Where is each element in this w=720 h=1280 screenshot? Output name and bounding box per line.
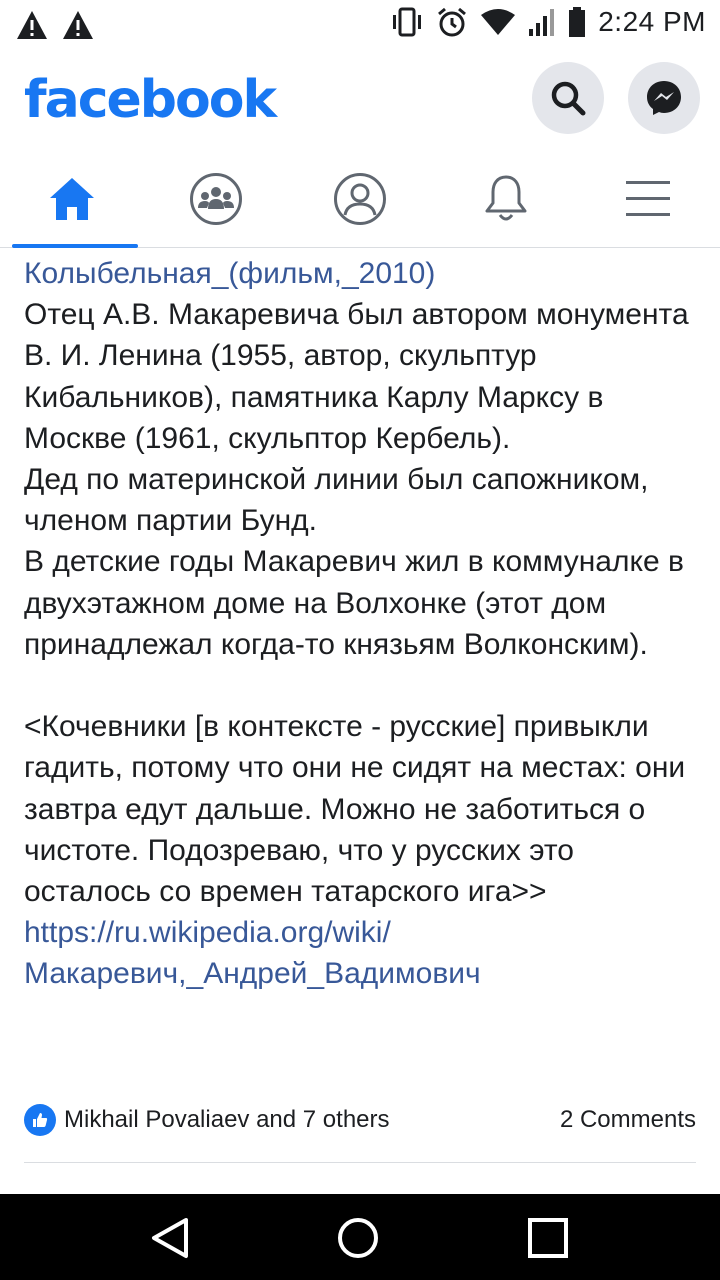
status-left: [16, 10, 94, 40]
status-time: 2:24 PM: [598, 6, 706, 37]
post-link-top[interactable]: Колыбельная_(фильм,_2010): [24, 257, 436, 290]
post-paragraph: <Кочевники [в контексте - русские] привыкли гадить, потому что они не сидят на местах: они завтра едут дальше. Можно не заботиться о чистоте. Подозреваю, что у русских это осталось со времен татарского ига>>: [24, 710, 694, 909]
tab-home[interactable]: [6, 150, 138, 248]
post-paragraph: В детские годы Макаревич жил в коммуналке в двухэтажном доме на Волхонке (этот дом принадлежал когда-то князьям Волконским).: [24, 545, 693, 661]
post-paragraph: Отец А.В. Макаревича был автором монумента В. И. Ленина (1955, автор, скульптур Кибальников), памятника Карлу Марксу в Москве (1961, скульптор Кербель).: [24, 298, 697, 455]
reactions-bar[interactable]: [24, 1100, 696, 1140]
reaction-summary[interactable]: Mikhail Povaliaev and 7 others: [64, 1106, 390, 1133]
post-content: [0, 248, 720, 1194]
signal-icon: [528, 7, 556, 37]
home-circle-icon: [336, 1216, 380, 1260]
comments-count[interactable]: 2 Comments: [559, 1106, 696, 1133]
hamburger-icon: [625, 179, 671, 219]
post-paragraph: Дед по материнской линии был сапожником, членом партии Бунд.: [24, 463, 657, 538]
search-button[interactable]: [532, 62, 604, 134]
system-nav-bar: [0, 1194, 720, 1280]
profile-icon: [333, 172, 387, 226]
home-icon: [48, 176, 96, 222]
messenger-icon: [644, 78, 684, 118]
tab-groups[interactable]: [150, 150, 282, 248]
facebook-logo[interactable]: facebook: [24, 70, 276, 130]
app-header: [0, 50, 720, 150]
messenger-button[interactable]: [628, 62, 700, 134]
warning-icon: [62, 10, 94, 40]
vibrate-icon: [390, 7, 424, 37]
wifi-icon: [480, 7, 516, 37]
post-body: [24, 253, 704, 995]
tab-notifications[interactable]: [440, 150, 572, 248]
search-icon: [548, 78, 588, 118]
recents-button[interactable]: [526, 1216, 570, 1260]
back-button[interactable]: [148, 1216, 192, 1260]
tab-profile[interactable]: [294, 150, 426, 248]
battery-icon: [568, 6, 586, 38]
status-bar: [0, 0, 720, 50]
bell-icon: [483, 173, 529, 225]
tab-menu[interactable]: [582, 150, 714, 248]
groups-icon: [189, 172, 243, 226]
home-system-button[interactable]: [336, 1216, 380, 1260]
main-nav: [0, 150, 720, 248]
alarm-icon: [436, 6, 468, 38]
warning-icon: [16, 10, 48, 40]
back-icon: [150, 1216, 190, 1260]
divider: [24, 1162, 696, 1163]
recents-icon: [526, 1216, 570, 1260]
post-link-bottom[interactable]: https://ru.wikipedia.org/wiki/Макаревич,_Андрей_Вадимович: [24, 916, 481, 991]
status-right: [390, 6, 706, 38]
like-icon: [24, 1104, 56, 1136]
